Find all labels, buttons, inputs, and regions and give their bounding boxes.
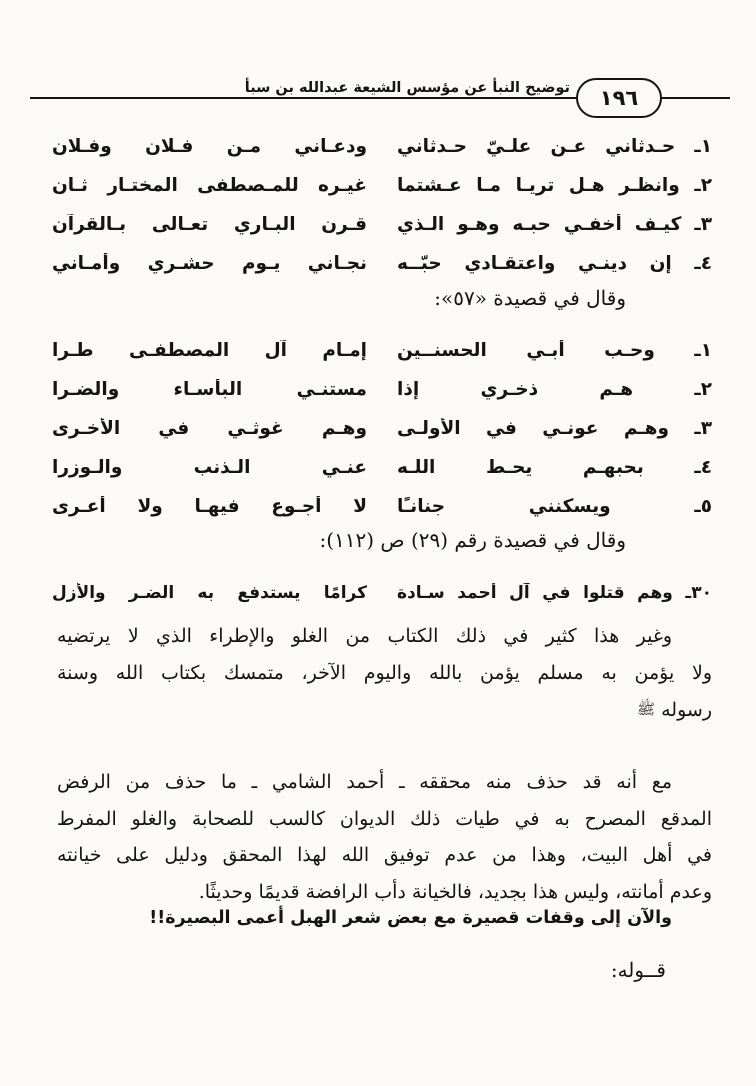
verse-second-hemistich: غيـره للمـصطفى المختـار ثـان xyxy=(52,175,367,196)
verse-first-hemistich: ٣ـ كيـف أخفـي حبـه وهـو الـذي xyxy=(397,214,712,235)
text-line: المدقع المصرح به في طيات ذلك الديوان كالسب للصحابة والغلو المفرط xyxy=(57,807,712,830)
verse-row xyxy=(52,370,712,409)
header-rule xyxy=(30,97,580,99)
verse-second-hemistich: لا أجـوع فيهـا ولا أعـرى xyxy=(52,496,367,517)
page-header xyxy=(30,72,730,122)
verse-second-hemistich: قـرن البـاري تعـالى بـالقرآن xyxy=(52,214,367,235)
verse-first-hemistich: ١ـ حـدثاني عـن علـيّ حـدثاني xyxy=(397,136,712,157)
verse-second-hemistich: وهـم غوثـي في الأخـرى xyxy=(52,418,367,439)
verse-first-hemistich: ١ـ وحـب أبـي الحسنــين xyxy=(397,340,712,361)
verse-second-hemistich: كرامًا يستدفع به الضـر والأزل xyxy=(52,583,367,603)
verse-row xyxy=(52,205,712,244)
section-heading: والآن إلى وقفات قصيرة مع بعض شعر الهبل أعمى البصيرة!! xyxy=(149,908,672,928)
verse-first-hemistich: ٣٠ـ وهم قتلوا في آل أحمد سـادة xyxy=(397,583,712,603)
text-line: وعدم أمانته، وليس هذا بجديد، فالخيانة دأب الرافضة قديمًا وحديثًا. xyxy=(198,880,712,903)
verse-first-hemistich: ٢ـ وانظـر هـل تريـا مـا عـشتما xyxy=(397,175,712,196)
paragraph-2 xyxy=(57,764,712,910)
verse-second-hemistich: إمـام آل المصطفـى طـرا xyxy=(52,340,367,361)
verse-second-hemistich: نجـاني يـوم حشـري وأمـاني xyxy=(52,253,367,274)
saying-label: قــوله: xyxy=(610,958,666,982)
salutation-icon: ﷺ xyxy=(636,700,656,718)
verse-first-hemistich: ٢ـ هـم ذخـري إذا xyxy=(397,379,712,400)
poem-intro-2: وقال في قصيدة رقم (٢٩) ص (١١٢): xyxy=(319,528,626,552)
verse-first-hemistich: ٣ـ وهـم عونـي في الأولـى xyxy=(397,418,712,439)
verse-row xyxy=(52,448,712,487)
verse-second-hemistich: ودعـاني مـن فـلان وفـلان xyxy=(52,136,367,157)
poem-intro-1: وقال في قصيدة «٥٧»: xyxy=(434,286,626,310)
text-line: وغير هذا كثير في ذلك الكتاب من الغلو والإطراء الذي لا يرتضيه xyxy=(57,625,672,647)
poem-block-1 xyxy=(52,127,712,283)
poem-block-2 xyxy=(52,331,712,526)
header-rule-right xyxy=(660,97,730,99)
paragraph-1 xyxy=(57,618,712,729)
verse-row xyxy=(52,409,712,448)
verse-row xyxy=(52,487,712,526)
verse-first-hemistich: ٥ـ ويسكنني جنانـًا xyxy=(397,496,712,517)
running-title: توضيح النبأ عن مؤسس الشيعة عبدالله بن سبأ xyxy=(49,80,570,96)
text-line: ولا يؤمن به مسلم يؤمن بالله واليوم الآخر، متمسك بكتاب الله وسنة xyxy=(57,661,712,684)
verse-row xyxy=(52,166,712,205)
verse-row xyxy=(52,244,712,283)
text-fragment: رسوله xyxy=(661,699,712,721)
verse-30 xyxy=(52,575,712,611)
verse-second-hemistich: مستنـي البأسـاء والضـرا xyxy=(52,379,367,400)
verse-second-hemistich: عنـي الـذنب والـوزرا xyxy=(52,457,367,478)
text-line: مع أنه قد حذف منه محققه ـ أحمد الشامي ـ ما حذف من الرفض xyxy=(57,771,672,793)
page-number: ١٩٦ xyxy=(576,78,662,118)
verse-row xyxy=(52,331,712,370)
verse-first-hemistich: ٤ـ بحبهـم يحـط اللـه xyxy=(397,457,712,478)
text-line xyxy=(57,691,712,729)
text-line: في أهل البيت، وهذا من عدم توفيق الله لهذا المحقق ودليل على خيانته xyxy=(57,844,712,866)
verse-row xyxy=(52,127,712,166)
verse-first-hemistich: ٤ـ إن دينـي واعتقـادي حبّــه xyxy=(397,253,712,274)
